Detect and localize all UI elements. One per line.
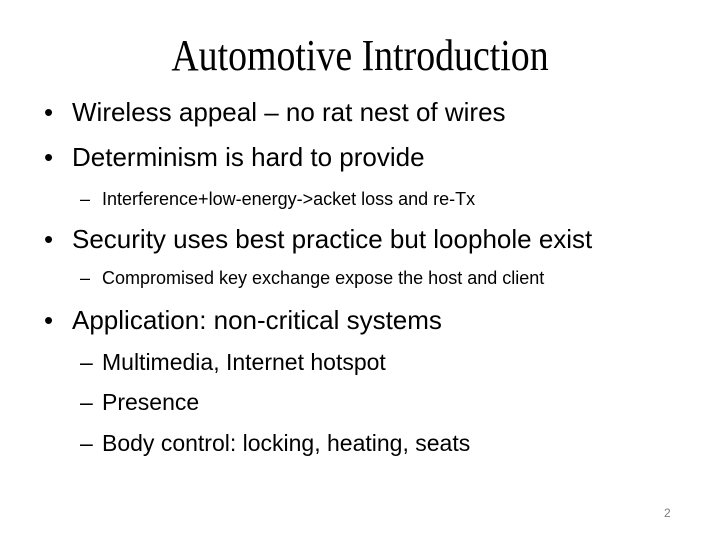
sub-bullet-text: Compromised key exchange expose the host and client: [102, 268, 545, 288]
sub-bullet-text: Multimedia, Internet hotspot: [102, 349, 386, 375]
page-number: 2: [664, 506, 671, 520]
sub-bullet-text: Presence: [102, 389, 200, 415]
dash-icon: –: [80, 349, 93, 375]
dash-icon: –: [80, 189, 91, 209]
bullet-icon: •: [44, 142, 54, 172]
sub-bullet-text: Body control: locking, heating, seats: [102, 430, 471, 456]
bullet-text: Determinism is hard to provide: [72, 142, 425, 172]
dash-icon: –: [80, 389, 93, 415]
dash-icon: –: [80, 430, 93, 456]
dash-icon: –: [80, 268, 91, 288]
bullet-text: Security uses best practice but loophole exist: [72, 224, 593, 254]
sub-bullet-text: Interference+low-energy->acket loss and re-Tx: [102, 189, 476, 209]
bullet-icon: •: [44, 224, 54, 254]
slide-title: Automotive Introduction: [171, 31, 549, 80]
bullet-text: Wireless appeal – no rat nest of wires: [72, 97, 506, 127]
bullet-text: Application: non-critical systems: [72, 305, 442, 335]
bullet-icon: •: [44, 97, 54, 127]
bullet-icon: •: [44, 305, 54, 335]
